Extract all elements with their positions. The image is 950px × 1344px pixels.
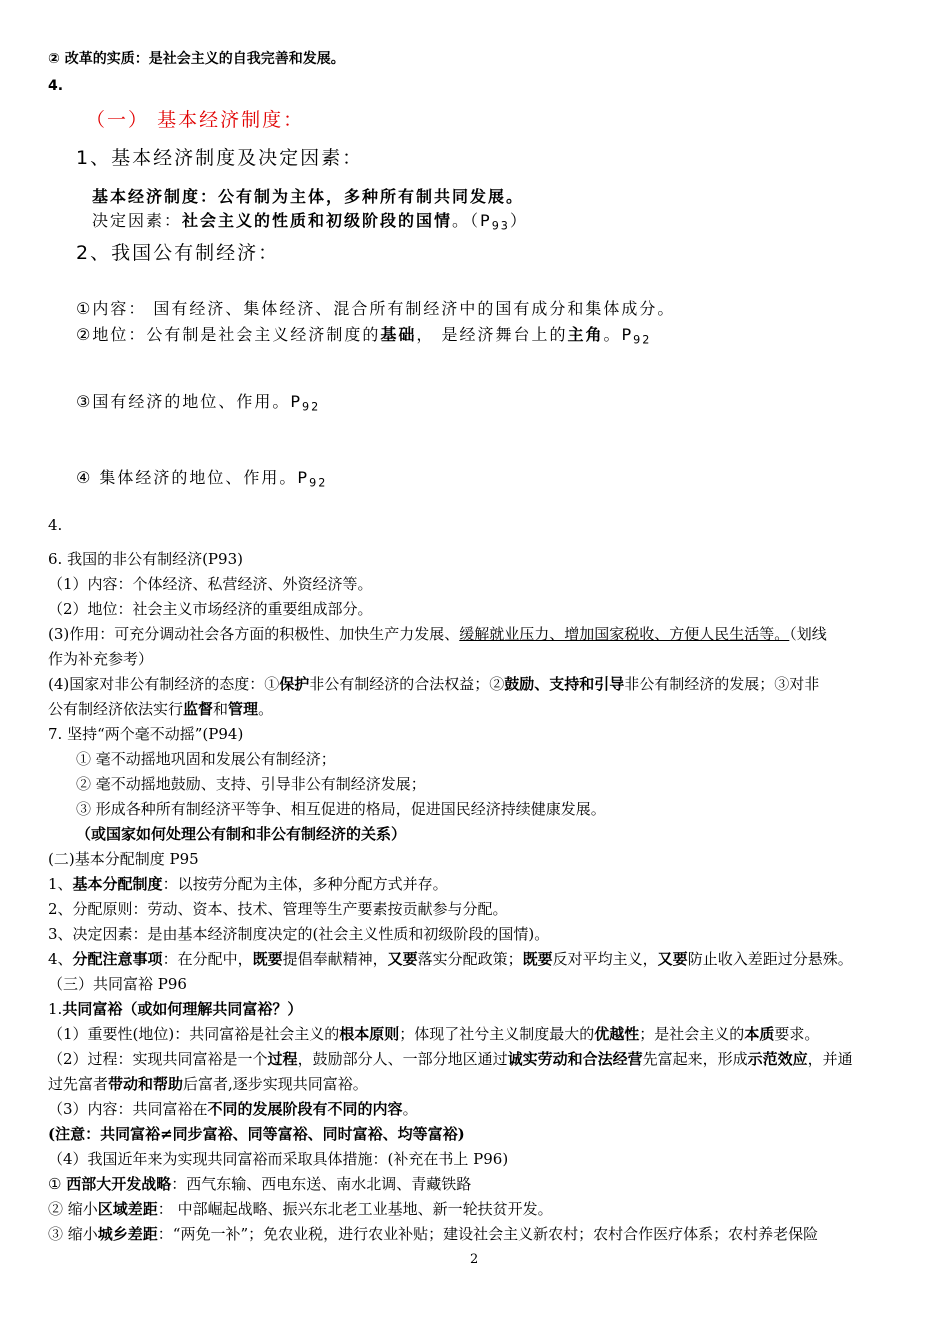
section-7-item-1 — [76, 750, 336, 769]
text: (4)国家对非公有制经济的态度：① — [48, 675, 280, 693]
distribution-item-3 — [48, 925, 549, 944]
heading-title: 基本经济制度： — [157, 109, 305, 131]
reform-essence-line — [48, 50, 345, 69]
bold-text: 又要 — [657, 950, 688, 968]
text: ②地位：公有制是社会主义经济制度的 — [76, 325, 381, 344]
page-number — [470, 1250, 478, 1269]
heading-2-public-economy — [76, 241, 279, 265]
item-number-4 — [48, 77, 63, 96]
bold-text: 城乡差距 — [97, 1225, 158, 1243]
text: 过先富者 — [48, 1075, 109, 1093]
section-6-role-cont — [48, 650, 153, 669]
text: 4. — [48, 516, 63, 534]
bold-text: 基础 — [380, 325, 417, 344]
section-6-status — [48, 600, 373, 619]
bold-text: 分配注意事项 — [72, 950, 163, 968]
text: 2 — [470, 1252, 479, 1267]
text: 。 — [258, 700, 274, 718]
text: (注意：共同富裕≠同步富裕、同等富裕、同时富裕、均等富裕) — [48, 1125, 465, 1143]
common-prosperity-importance — [48, 1025, 819, 1044]
measure-urban-rural-gap — [48, 1225, 818, 1244]
text: 2、分配原则：劳动、资本、技术、管理等生产要素按贡献参与分配。 — [48, 900, 508, 918]
text: ①内容： 国有经济、集体经济、混合所有制经济中的国有成分和集体成分。 — [76, 299, 676, 318]
bold-text: 基本分配制度 — [72, 875, 163, 893]
text: 基本经济制度：公有制为主体，多种所有制共同发展。 — [92, 187, 525, 206]
section-6-attitude-cont — [48, 700, 273, 719]
bold-text: 管理 — [228, 700, 259, 718]
bold-text: 社会主义的性质和初级阶段的国情 — [182, 211, 453, 230]
common-prosperity-process — [48, 1050, 853, 1069]
text: （或国家如何处理公有制和非公有制经济的关系） — [76, 825, 407, 843]
text: 决定因素： — [92, 211, 183, 230]
text: 2、我国公有制经济： — [76, 242, 280, 264]
measure-western-development — [48, 1175, 471, 1194]
section-7-item-3 — [76, 800, 606, 819]
distribution-section-heading — [48, 850, 199, 869]
text: （划线 — [789, 625, 827, 643]
text: 3、决定因素：是由基本经济制度决定的(社会主义性质和初级阶段的国情)。 — [48, 925, 550, 943]
item-number-4b — [48, 516, 62, 535]
text: 非公有制经济的合法权益；② — [309, 675, 505, 693]
text: ；是社会主义的 — [639, 1025, 745, 1043]
text: ① — [48, 1175, 67, 1193]
text: 后富者,逐步实现共同富裕。 — [183, 1075, 368, 1093]
text: 提倡奉献精神， — [282, 950, 388, 968]
text: ① 毫不动摇地巩固和发展公有制经济； — [76, 750, 336, 768]
bold-text: 又要 — [387, 950, 418, 968]
common-prosperity-content — [48, 1100, 418, 1119]
bold-text: 既要 — [522, 950, 553, 968]
text: 。（P — [452, 211, 492, 230]
page-subscript: 92 — [633, 333, 652, 347]
text: ③ 缩小 — [48, 1225, 98, 1243]
text: 1、基本经济制度及决定因素： — [76, 147, 364, 169]
text: 。P — [603, 325, 634, 344]
public-status-line — [76, 324, 651, 351]
text: ；体现了社兮主义制度最大的 — [399, 1025, 595, 1043]
bold-text: 优越性 — [594, 1025, 640, 1043]
common-prosperity-process-cont — [48, 1075, 368, 1094]
section-6-attitude — [48, 675, 819, 694]
text: ：西气东输、西电东送、南水北调、青藏铁路 — [171, 1175, 472, 1193]
page-subscript: 92 — [302, 400, 321, 414]
bold-text: 西部大开发战略 — [66, 1175, 172, 1193]
section-6-content — [48, 575, 373, 594]
bold-text: 既要 — [252, 950, 283, 968]
page-subscript: 93 — [491, 219, 510, 233]
text: 落实分配政策； — [417, 950, 523, 968]
text: ：“两免一补”；免农业税，进行农业补贴；建设社会主义新农村；农村合作医疗体系；农村养老保险 — [157, 1225, 819, 1243]
text: 防止收入差距过分悬殊。 — [687, 950, 853, 968]
distribution-item-2 — [48, 900, 508, 919]
text: 。 — [402, 1100, 418, 1118]
bold-text: 保护 — [279, 675, 310, 693]
bold-text: 过程 — [267, 1050, 298, 1068]
state-economy-line — [76, 391, 320, 418]
text: 1、 — [48, 875, 73, 893]
text: 1. — [48, 1000, 63, 1018]
text: 非公有制经济的发展；③对非 — [624, 675, 820, 693]
text: ② 毫不动摇地鼓励、支持、引导非公有制经济发展； — [76, 775, 426, 793]
text: ④ 集体经济的地位、作用。P — [76, 468, 310, 487]
common-prosperity-item-1 — [48, 1000, 302, 1019]
bold-text: 主角 — [567, 325, 604, 344]
bold-text: 本质 — [744, 1025, 775, 1043]
text: ：在分配中， — [162, 950, 253, 968]
distribution-item-1 — [48, 875, 448, 894]
bold-text: 共同富裕（或如何理解共同富裕？） — [62, 1000, 303, 1018]
text: 和 — [213, 700, 229, 718]
text: ② 改革的实质：是社会主义的自我完善和发展。 — [48, 51, 345, 67]
common-prosperity-note — [48, 1125, 465, 1144]
text: ③ 形成各种所有制经济平等争、相互促进的格局，促进国民经济持续健康发展。 — [76, 800, 606, 818]
text: 4、 — [48, 950, 73, 968]
text: (3)作用：可充分调动社会各方面的积极性、加快生产力发展、 — [48, 625, 460, 643]
measure-regional-gap — [48, 1200, 553, 1219]
heading-1-basic-system — [76, 146, 363, 170]
text: ，并通 — [807, 1050, 853, 1068]
text: （三）共同富裕 P96 — [48, 975, 187, 993]
public-content-line — [76, 298, 675, 320]
section-7-heading — [48, 725, 243, 744]
bold-text: 诚实劳动和合法经营 — [507, 1050, 643, 1068]
text: 反对平均主义， — [552, 950, 658, 968]
bold-text: 带动和帮助 — [108, 1075, 184, 1093]
text: 作为补充参考） — [48, 650, 154, 668]
text: ：以按劳分配为主体，多种分配方式并存。 — [162, 875, 448, 893]
text: 先富起来，形成 — [642, 1050, 748, 1068]
text: ② 缩小 — [48, 1200, 98, 1218]
text: （1）重要性(地位)：共同富裕是社会主义的 — [48, 1025, 340, 1043]
text: 7. 坚持“两个毫不动摇”(P94) — [48, 725, 244, 743]
collective-economy-line — [76, 467, 327, 494]
text: （3）内容：共同富裕在 — [48, 1100, 208, 1118]
text: 要求。 — [774, 1025, 820, 1043]
text: ，鼓励部分人、一部分地区通过 — [297, 1050, 508, 1068]
common-prosperity-heading — [48, 975, 187, 994]
section-6-heading — [48, 550, 243, 569]
text: （2）地位：社会主义市场经济的重要组成部分。 — [48, 600, 373, 618]
text: 4. — [48, 78, 64, 94]
section-heading-one — [86, 108, 304, 132]
text: （1）内容：个体经济、私营经济、外资经济等。 — [48, 575, 373, 593]
determining-factors-line — [92, 210, 528, 237]
text: ③国有经济的地位、作用。P — [76, 392, 302, 411]
heading-prefix: （一） — [86, 109, 150, 131]
section-7-note — [76, 825, 406, 844]
bold-text: 区域差距 — [97, 1200, 158, 1218]
bold-text: 鼓励、支持和引导 — [504, 675, 625, 693]
text: （2）过程：实现共同富裕是一个 — [48, 1050, 268, 1068]
bold-text: 根本原则 — [339, 1025, 400, 1043]
section-7-item-2 — [76, 775, 426, 794]
page-subscript: 92 — [309, 476, 328, 490]
text: ： 中部崛起战略、振兴东北老工业基地、新一轮扶贫开发。 — [157, 1200, 553, 1218]
bold-text: 示范效应 — [747, 1050, 808, 1068]
basic-system-line — [92, 186, 524, 208]
text: ， 是经济舞台上的 — [416, 325, 568, 344]
bold-text: 不同的发展阶段有不同的内容 — [207, 1100, 403, 1118]
text: ） — [509, 211, 528, 230]
section-6-role — [48, 625, 827, 644]
text: 公有制经济依法实行 — [48, 700, 184, 718]
common-prosperity-measures — [48, 1150, 508, 1169]
distribution-item-4 — [48, 950, 853, 969]
underlined-text: 缓解就业压力、增加国家税收、方便人民生活等。 — [459, 625, 790, 643]
bold-text: 监督 — [183, 700, 214, 718]
text: （4）我国近年来为实现共同富裕而采取具体措施：(补充在书上 P96) — [48, 1150, 509, 1168]
text: 6. 我国的非公有制经济(P93) — [48, 550, 243, 568]
text: (二)基本分配制度 P95 — [48, 850, 199, 868]
